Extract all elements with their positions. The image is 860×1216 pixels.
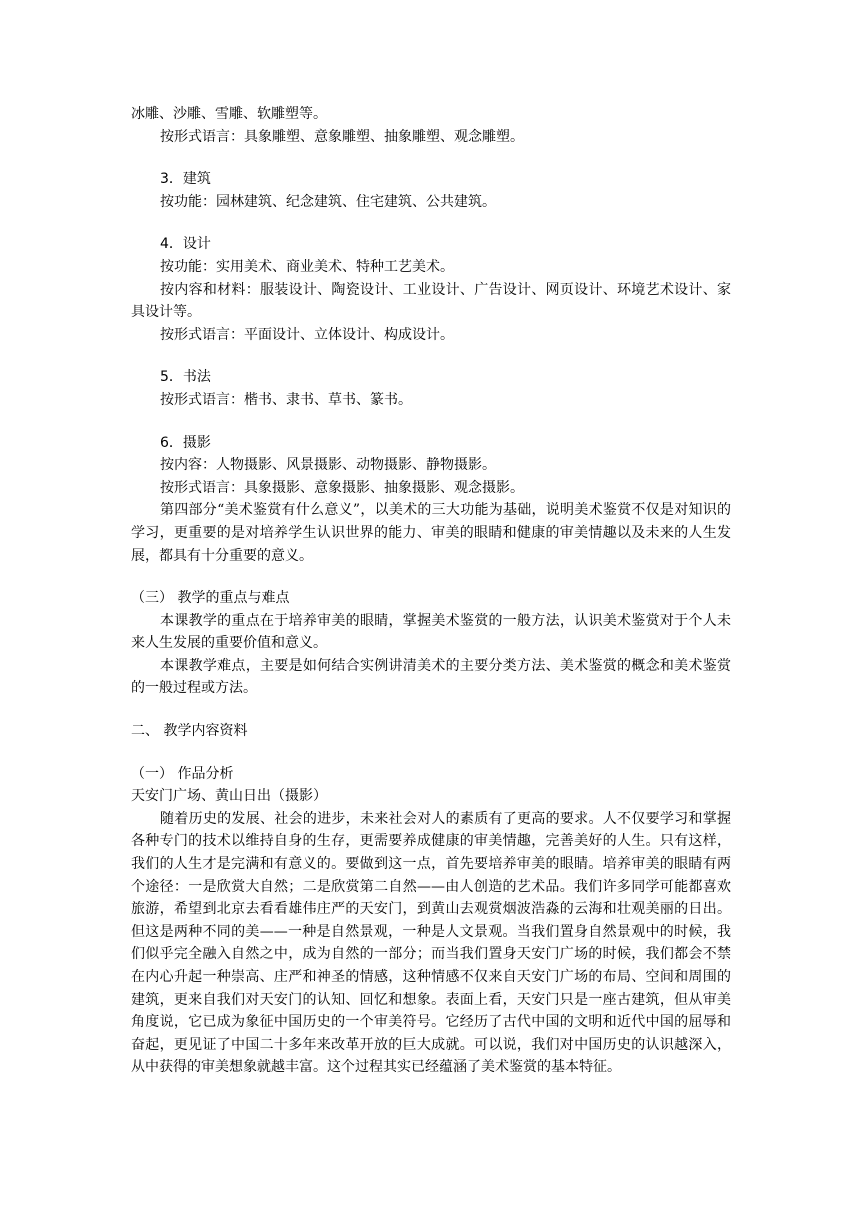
photography-by-content: 按内容：人物摄影、风景摄影、动物摄影、静物摄影。 bbox=[160, 457, 496, 474]
heading-calligraphy: 5．书法 bbox=[160, 369, 211, 386]
design-by-content: 按内容和材料：服装设计、陶瓷设计、工业设计、广告设计、网页设计、环境艺术设计、家具设计等。 bbox=[131, 281, 731, 321]
heading-architecture: 3．建筑 bbox=[160, 171, 211, 188]
sculpture-types-continued: 冰雕、沙雕、雪雕、软雕塑等。 bbox=[131, 106, 327, 122]
photography-by-form: 按形式语言：具象摄影、意象摄影、抽象摄影、观念摄影。 bbox=[160, 479, 524, 496]
part-two-heading: 二、 教学内容资料 bbox=[131, 723, 248, 740]
heading-design: 4．设计 bbox=[160, 236, 211, 253]
key-point-paragraph: 本课教学的重点在于培养审美的眼睛，掌握美术鉴赏的一般方法，认识美术鉴赏对于个人未来人生发展的重要价值和意义。 bbox=[131, 612, 731, 652]
document-page bbox=[131, 103, 731, 1079]
subsection-work-analysis: （一） 作品分析 bbox=[131, 765, 234, 782]
difficulty-paragraph: 本课教学难点，主要是如何结合实例讲清美术的主要分类方法、美术鉴赏的概念和美术鉴赏的一般过程或方法。 bbox=[131, 657, 731, 697]
heading-photography: 6．摄影 bbox=[160, 434, 211, 451]
analysis-body: 随着历史的发展、社会的进步，未来社会对人的素质有了更高的要求。人不仅要学习和掌握各种专门的技术以维持自身的生存，更需要养成健康的审美情趣，完善美好的人生。只有这样，我们的人生才是完满和有意义的。要做到这一点，首先要培养审美的眼睛。培养审美的眼睛有两个途径：一是欣赏大自然；二是欣赏第二自然——由人创造的艺术品。我们许多同学可能都喜欢旅游，希望到北京去看看雄伟庄严的天安门，到黄山去观赏烟波浩淼的云海和壮观美丽的日出。但这是两种不同的美——一种是自然景观，一种是人文景观。当我们置身自然景观中的时候，我们似乎完全融入自然之中，成为自然的一部分；而当我们置身天安门广场的时候，我们都会不禁在内心升起一种崇高、庄严和神圣的情感，这种情感不仅来自天安门广场的布局、空间和周围的建筑，更来自我们对天安门的认知、回忆和想象。表面上看，天安门只是一座古建筑，但从审美角度说，它已成为象征中国历史的一个审美符号。它经历了古代中国的文明和近代中国的屈辱和奋起，更见证了中国二十多年来改革开放的巨大成就。可以说，我们对中国历史的认识越深入，从中获得的审美想象就越丰富。这个过程其实已经蕴涵了美术鉴赏的基本特征。 bbox=[131, 810, 731, 1076]
calligraphy-by-form: 按形式语言：楷书、隶书、草书、篆书。 bbox=[160, 391, 412, 408]
work-title: 天安门广场、黄山日出（摄影） bbox=[131, 788, 327, 805]
section-key-points: （三） 教学的重点与难点 bbox=[131, 590, 290, 607]
sculpture-by-form: 按形式语言：具象雕塑、意象雕塑、抽象雕塑、观念雕塑。 bbox=[160, 128, 524, 145]
architecture-by-function: 按功能：园林建筑、纪念建筑、住宅建筑、公共建筑。 bbox=[160, 193, 496, 210]
design-by-form: 按形式语言：平面设计、立体设计、构成设计。 bbox=[160, 326, 454, 343]
part-four-paragraph: 第四部分“美术鉴赏有什么意义”，以美术的三大功能为基础，说明美术鉴赏不仅是对知识的学习，更重要的是对培养学生认识世界的能力、审美的眼睛和健康的审美情趣以及未来的人生发展，都具有十分重要的意义。 bbox=[131, 502, 731, 564]
design-by-function: 按功能：实用美术、商业美术、特种工艺美术。 bbox=[160, 258, 454, 275]
